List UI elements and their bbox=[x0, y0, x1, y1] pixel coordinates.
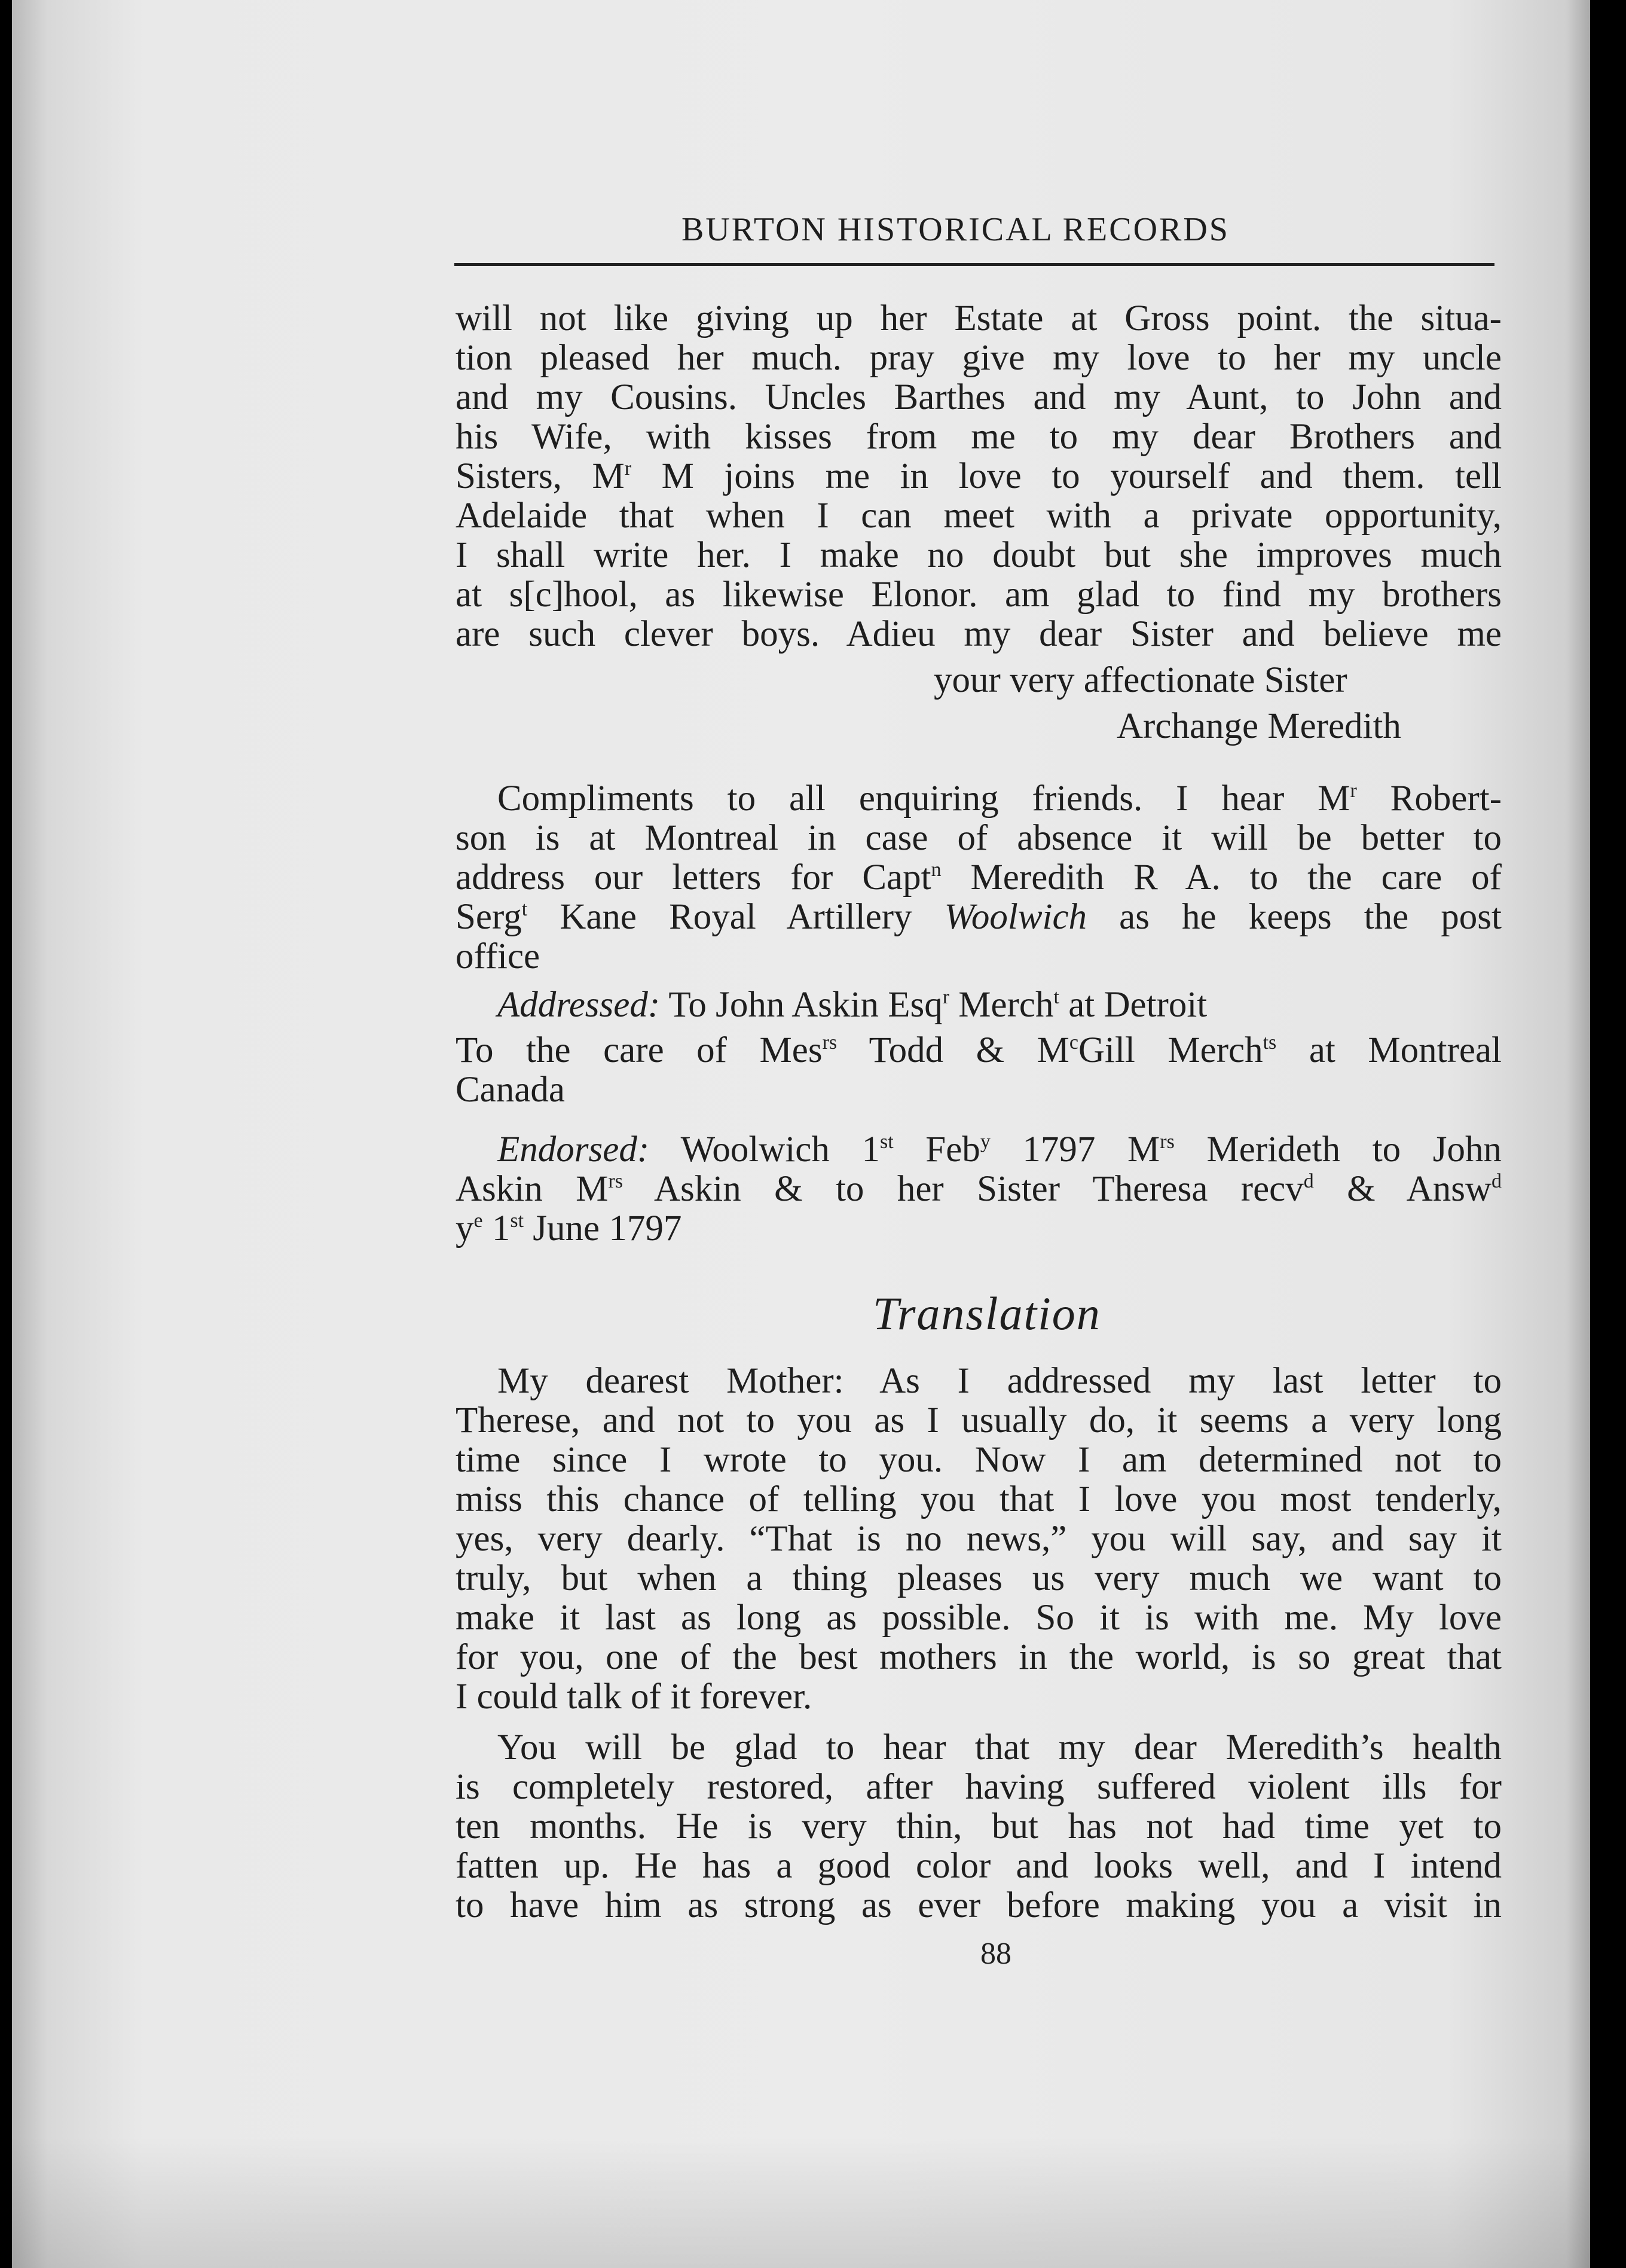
postscript-text: Compliments to all enquiring friends. I hear M bbox=[497, 779, 1350, 819]
letter-closing: your very affectionate Sister bbox=[934, 660, 1347, 700]
endorsed-text: Merideth to John bbox=[1174, 1130, 1502, 1170]
page-shadow bbox=[12, 2136, 1590, 2268]
letter-line: tion pleased her much. pray give my love to her my uncle bbox=[456, 338, 1502, 378]
superscript: st bbox=[510, 1210, 524, 1232]
endorsed-text: Askin M bbox=[456, 1169, 609, 1209]
addressed-text: To the care of Mes bbox=[456, 1030, 823, 1070]
page-number: 88 bbox=[980, 1937, 1011, 1971]
letter-line bbox=[456, 457, 1502, 496]
letter-line: will not like giving up her Estate at Gross point. the situa- bbox=[456, 298, 1502, 338]
book-page bbox=[12, 0, 1590, 2268]
addressed-label: Addressed: bbox=[497, 985, 661, 1025]
translation-line: You will be glad to hear that my dear Meredith’s health bbox=[497, 1727, 1502, 1768]
postscript bbox=[456, 779, 1502, 976]
page-header bbox=[454, 199, 1494, 270]
translation-paragraph bbox=[456, 1728, 1502, 1925]
addressed-line bbox=[456, 985, 1502, 1025]
endorsed-text: Woolwich 1 bbox=[649, 1130, 880, 1170]
postscript-line bbox=[456, 779, 1502, 819]
superscript: y bbox=[980, 1131, 991, 1153]
superscript: st bbox=[880, 1131, 894, 1153]
header-rule bbox=[454, 263, 1494, 266]
endorsed-block bbox=[456, 1130, 1502, 1249]
translation-line: for you, one of the best mothers in the world, is so great that bbox=[456, 1637, 1502, 1677]
superscript: rs bbox=[822, 1031, 838, 1054]
addressed-text: Gill Merch bbox=[1078, 1030, 1263, 1070]
letter-line: Adelaide that when I can meet with a private opportunity, bbox=[456, 496, 1502, 536]
translation-line: miss this chance of telling you that I love you most tenderly, bbox=[456, 1479, 1502, 1519]
letter-signature: Archange Meredith bbox=[1117, 706, 1401, 746]
letter-line: at s[c]hool, as likewise Elonor. am glad to find my brothers bbox=[456, 575, 1502, 615]
translation-heading: Translation bbox=[873, 1287, 1101, 1339]
translation-line: to have him as strong as ever before making you a visit in bbox=[456, 1885, 1502, 1925]
letter-line: I shall write her. I make no doubt but she improves much bbox=[456, 535, 1502, 575]
postscript-text: Kane Royal Artillery bbox=[527, 897, 945, 937]
endorsed-line bbox=[456, 1170, 1502, 1209]
translation-paragraph bbox=[456, 1362, 1502, 1717]
addressed-text: To John Askin Esq bbox=[660, 985, 943, 1025]
translation-line: ten months. He is very thin, but has not had time yet to bbox=[456, 1806, 1502, 1846]
letter-line: are such clever boys. Adieu my dear Sister and believe me bbox=[456, 614, 1502, 654]
translation-line: make it last as long as possible. So it is with me. My love bbox=[456, 1598, 1502, 1638]
endorsed-line bbox=[456, 1130, 1502, 1170]
letter-text: Sisters, M bbox=[456, 456, 625, 496]
addressed-text: at Detroit bbox=[1059, 985, 1208, 1025]
translation-line: time since I wrote to you. Now I am determined not to bbox=[456, 1440, 1502, 1480]
superscript: d bbox=[1303, 1170, 1314, 1192]
endorsed-label: Endorsed: bbox=[497, 1130, 650, 1170]
endorsed-text: Feb bbox=[893, 1130, 980, 1170]
running-head: BURTON HISTORICAL RECORDS bbox=[681, 211, 1230, 248]
addressed-line: Canada bbox=[456, 1070, 565, 1110]
postscript-text: Robert- bbox=[1356, 779, 1502, 819]
superscript: t bbox=[521, 898, 528, 920]
superscript: d bbox=[1491, 1170, 1502, 1192]
translation-line: truly, but when a thing pleases us very much we want to bbox=[456, 1558, 1502, 1598]
translation-line: My dearest Mother: As I addressed my last letter to bbox=[497, 1361, 1502, 1401]
superscript: n bbox=[931, 859, 942, 881]
endorsed-text: Askin & to her Sister Theresa recv bbox=[622, 1169, 1304, 1209]
endorsed-text: 1 bbox=[482, 1208, 511, 1249]
endorsed-text: June 1797 bbox=[524, 1208, 682, 1249]
superscript: e bbox=[473, 1210, 483, 1232]
postscript-text: Serg bbox=[456, 897, 522, 937]
translation-line: I could talk of it forever. bbox=[456, 1677, 812, 1717]
addressed-line bbox=[456, 1031, 1502, 1070]
endorsed-text: & Answ bbox=[1313, 1169, 1491, 1209]
letter-line: and my Cousins. Uncles Barthes and my Aunt, to John and bbox=[456, 377, 1502, 417]
superscript: c bbox=[1069, 1031, 1078, 1054]
postscript-line: office bbox=[456, 936, 540, 976]
endorsed-text: y bbox=[456, 1208, 474, 1249]
endorsed-line bbox=[456, 1209, 1502, 1249]
postscript-line: son is at Montreal in case of absence it will be better to bbox=[456, 818, 1502, 858]
letter-line: his Wife, with kisses from me to my dear Brothers and bbox=[456, 417, 1502, 457]
superscript: t bbox=[1053, 986, 1059, 1008]
superscript: ts bbox=[1263, 1031, 1277, 1054]
superscript: r bbox=[942, 986, 950, 1008]
letter-body bbox=[456, 299, 1502, 654]
postscript-text: Meredith R A. to the care of bbox=[941, 857, 1502, 898]
letter-text: M joins me in love to yourself and them. tell bbox=[631, 456, 1502, 496]
postscript-text: address our letters for Capt bbox=[456, 857, 931, 898]
superscript: r bbox=[1350, 780, 1357, 802]
postscript-text: as he keeps the post bbox=[1087, 897, 1502, 937]
addressed-text: Merch bbox=[949, 985, 1054, 1025]
superscript: rs bbox=[608, 1170, 623, 1192]
addressed-block bbox=[456, 985, 1502, 1110]
postscript-line bbox=[456, 898, 1502, 937]
postscript-line bbox=[456, 858, 1502, 898]
translation-line: fatten up. He has a good color and looks well, and I intend bbox=[456, 1846, 1502, 1886]
translation-line: is completely restored, after having suffered violent ills for bbox=[456, 1767, 1502, 1807]
italic-text: Woolwich bbox=[944, 897, 1087, 937]
superscript: r bbox=[624, 457, 632, 480]
endorsed-text: 1797 M bbox=[990, 1130, 1160, 1170]
addressed-text: at Montreal bbox=[1276, 1030, 1502, 1070]
translation-line: Therese, and not to you as I usually do, it seems a very long bbox=[456, 1400, 1502, 1440]
addressed-text: Todd & M bbox=[837, 1030, 1069, 1070]
superscript: rs bbox=[1160, 1131, 1175, 1153]
translation-line: yes, very dearly. “That is no news,” you will say, and say it bbox=[456, 1519, 1502, 1559]
